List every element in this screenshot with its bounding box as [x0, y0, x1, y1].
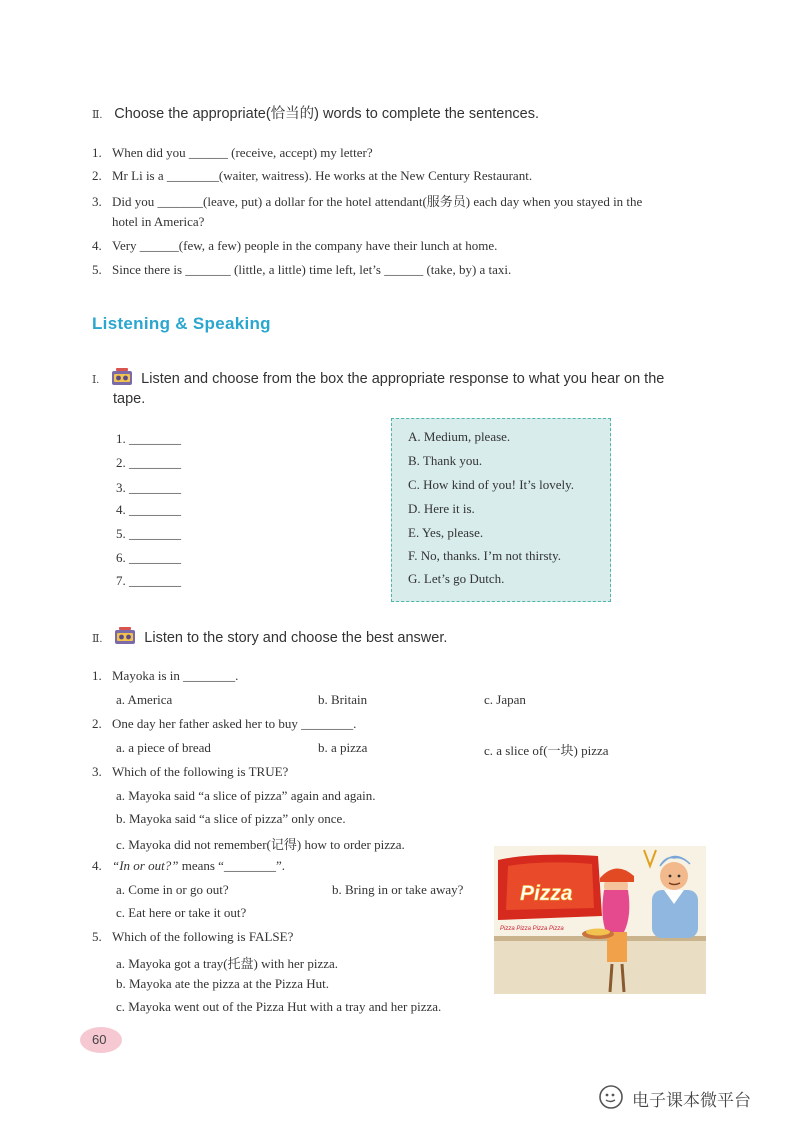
section-2-numeral: Ⅱ.	[92, 109, 103, 121]
question-2-option-c: c. a slice of(一块) pizza	[484, 743, 609, 758]
pizza-sign-text: Pizza	[520, 882, 573, 905]
question-1: 1. Mayoka is in ________.	[92, 668, 239, 683]
question-3-option-b: b. Mayoka said “a slice of pizza” only once.	[116, 811, 346, 826]
response-option-b: B. Thank you.	[408, 453, 483, 468]
question-3: 3. Which of the following is TRUE?	[92, 764, 289, 779]
answer-blank-2: 2. ________	[116, 455, 181, 470]
answer-blank-3: 3. ________	[116, 480, 181, 495]
answer-blank-7: 7. ________	[116, 573, 181, 588]
response-option-e: E. Yes, please.	[408, 525, 484, 540]
answer-blank-4: 4. ________	[116, 502, 181, 517]
exercise-item-3: 3. Did you _______(leave, put) a dollar for the hotel attendant(服务员) each day when you stayed in the	[92, 194, 643, 209]
listening-speaking-title: Listening & Speaking	[92, 314, 271, 333]
tape-recorder-icon	[114, 626, 136, 646]
question-4: 4. “In or out?” means “________”.	[92, 858, 285, 873]
part-1-numeral: Ⅰ.	[92, 374, 100, 386]
question-5: 5. Which of the following is FALSE?	[92, 929, 294, 944]
response-option-f: F. No, thanks. I’m not thirsty.	[408, 548, 562, 563]
part-2-instruction: Listen to the story and choose the best answer.	[144, 630, 448, 646]
pizza-sub-sign-text: Pizza Pizza Pizza Pizza	[500, 926, 564, 932]
answer-blank-list	[116, 0, 236, 600]
footer-brand-text: 电子课本微平台	[632, 1091, 751, 1111]
pizza-shop-illustration	[494, 846, 706, 994]
pizza-shop-drawing	[494, 846, 706, 994]
section-2-instruction: Choose the appropriate(恰当的) words to complete the sentences.	[114, 106, 540, 122]
part-2-heading	[92, 626, 447, 646]
question-5-option-a: a. Mayoka got a tray(托盘) with her pizza.	[116, 956, 339, 971]
answer-blank-1: 1. ________	[116, 431, 181, 446]
part-1-instruction-line-2: tape.	[113, 391, 146, 407]
exercise-item-4: 4. Very ______(few, a few) people in the company have their lunch at home.	[92, 238, 498, 253]
question-4-option-a: a. Come in or go out?	[116, 882, 229, 897]
part-1-instruction-line-1: Listen and choose from the box the appropriate response to what you hear on the	[141, 371, 665, 387]
answer-blank-6: 6. ________	[116, 550, 181, 565]
question-2-option-b: b. a pizza	[318, 740, 368, 755]
question-3-option-c: c. Mayoka did not remember(记得) how to order pizza.	[116, 837, 405, 852]
response-option-c: C. How kind of you! It’s lovely.	[408, 477, 574, 492]
wechat-icon	[598, 1084, 624, 1110]
response-option-d: D. Here it is.	[408, 501, 475, 516]
question-4-option-b: b. Bring in or take away?	[332, 882, 464, 897]
response-option-a: A. Medium, please.	[408, 429, 511, 444]
part-2-numeral: Ⅱ.	[92, 633, 103, 645]
question-3-option-a: a. Mayoka said “a slice of pizza” again and again.	[116, 788, 376, 803]
question-5-option-b: b. Mayoka ate the pizza at the Pizza Hut.	[116, 976, 329, 991]
footer-brand	[598, 1082, 788, 1112]
question-2-option-a: a. a piece of bread	[116, 740, 211, 755]
response-option-g: G. Let’s go Dutch.	[408, 571, 505, 586]
question-5-option-c: c. Mayoka went out of the Pizza Hut with a tray and her pizza.	[116, 999, 442, 1014]
exercise-item-5: 5. Since there is _______ (little, a little) time left, let’s ______ (take, by) a taxi.	[92, 262, 512, 277]
question-1-option-b: b. Britain	[318, 692, 368, 707]
answer-blank-5: 5. ________	[116, 526, 181, 541]
exercise-item-1: 1. When did you ______ (receive, accept) my letter?	[92, 145, 373, 160]
question-2: 2. One day her father asked her to buy ________.	[92, 716, 357, 731]
question-1-option-a: a. America	[116, 692, 173, 707]
question-1-option-c: c. Japan	[484, 692, 526, 707]
exercise-item-3-continued: hotel in America?	[112, 214, 205, 229]
response-options-box	[391, 418, 611, 602]
page-number: 60	[92, 1032, 107, 1047]
exercise-item-2: 2. Mr Li is a ________(waiter, waitress). He works at the New Century Restaurant.	[92, 168, 533, 183]
question-4-option-c: c. Eat here or take it out?	[116, 905, 247, 920]
